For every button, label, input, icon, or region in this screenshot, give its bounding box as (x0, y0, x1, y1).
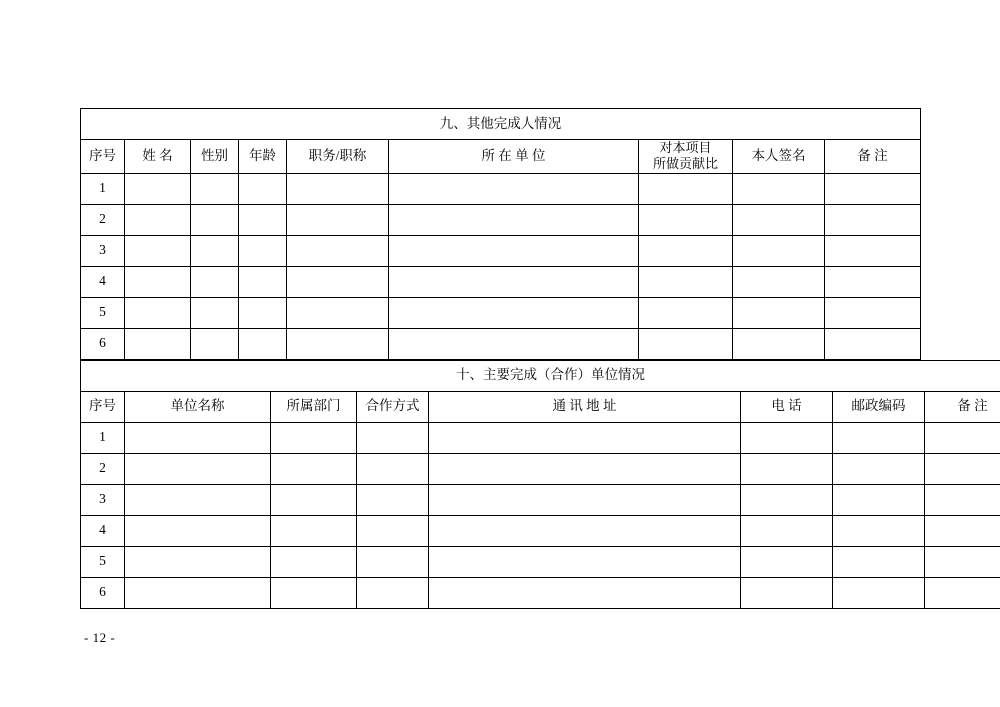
row-index: 4 (81, 515, 125, 546)
cell-remark[interactable] (825, 266, 921, 297)
column-header-index: 序号 (81, 140, 125, 174)
table-row (81, 546, 1000, 577)
cell-gender[interactable] (191, 328, 239, 359)
cell-postcode[interactable] (833, 453, 925, 484)
cell-department[interactable] (271, 422, 357, 453)
table-row (81, 484, 1000, 515)
cell-work-unit[interactable] (389, 266, 639, 297)
row-index: 2 (81, 453, 125, 484)
table-row (81, 515, 1000, 546)
cell-address[interactable] (429, 577, 741, 608)
cell-department[interactable] (271, 515, 357, 546)
column-header-position-title: 职务/职称 (287, 140, 389, 174)
cell-work-unit[interactable] (389, 173, 639, 204)
cell-cooperation-mode[interactable] (357, 422, 429, 453)
cell-cooperation-mode[interactable] (357, 515, 429, 546)
section-title-row (81, 360, 1000, 391)
cell-remark[interactable] (825, 204, 921, 235)
cell-contribution[interactable] (639, 266, 733, 297)
cell-name[interactable] (125, 235, 191, 266)
cell-position-title[interactable] (287, 235, 389, 266)
row-index: 6 (81, 328, 125, 359)
row-index: 6 (81, 577, 125, 608)
cell-signature[interactable] (733, 328, 825, 359)
cell-remark[interactable] (825, 235, 921, 266)
cell-unit-name[interactable] (125, 546, 271, 577)
table-row (81, 266, 921, 297)
cell-department[interactable] (271, 484, 357, 515)
cell-name[interactable] (125, 328, 191, 359)
cell-address[interactable] (429, 484, 741, 515)
cell-age[interactable] (239, 297, 287, 328)
row-index: 4 (81, 266, 125, 297)
column-header-contribution-line1: 对本项目 (659, 140, 712, 155)
table-row (81, 204, 921, 235)
form-content (80, 108, 988, 609)
cell-unit-name[interactable] (125, 484, 271, 515)
cell-gender[interactable] (191, 266, 239, 297)
cell-phone[interactable] (741, 422, 833, 453)
column-header-department: 所属部门 (271, 391, 357, 422)
column-header-phone: 电 话 (741, 391, 833, 422)
row-index: 3 (81, 484, 125, 515)
cell-position-title[interactable] (287, 173, 389, 204)
column-header-index: 序号 (81, 391, 125, 422)
cell-contribution[interactable] (639, 204, 733, 235)
section-title-9: 九、其他完成人情况 (81, 109, 921, 140)
table-header-row (81, 391, 1000, 422)
row-index: 3 (81, 235, 125, 266)
cell-gender[interactable] (191, 235, 239, 266)
cell-age[interactable] (239, 235, 287, 266)
table-row (81, 328, 921, 359)
table-header-row (81, 140, 921, 174)
table-row (81, 235, 921, 266)
cell-remark[interactable] (925, 546, 1000, 577)
column-header-age: 年龄 (239, 140, 287, 174)
cell-cooperation-mode[interactable] (357, 453, 429, 484)
section-title-10: 十、主要完成（合作）单位情况 (81, 360, 1000, 391)
cell-remark[interactable] (825, 173, 921, 204)
column-header-unit-name: 单位名称 (125, 391, 271, 422)
column-header-gender: 性别 (191, 140, 239, 174)
cell-unit-name[interactable] (125, 577, 271, 608)
cell-age[interactable] (239, 328, 287, 359)
row-index: 5 (81, 546, 125, 577)
cell-cooperation-mode[interactable] (357, 546, 429, 577)
cell-remark[interactable] (925, 484, 1000, 515)
cell-unit-name[interactable] (125, 453, 271, 484)
cell-postcode[interactable] (833, 422, 925, 453)
table-row (81, 173, 921, 204)
cell-work-unit[interactable] (389, 297, 639, 328)
cell-contribution[interactable] (639, 173, 733, 204)
cell-phone[interactable] (741, 453, 833, 484)
cell-remark[interactable] (925, 515, 1000, 546)
cell-cooperation-mode[interactable] (357, 577, 429, 608)
cooperating-units-table (80, 360, 1000, 609)
row-index: 1 (81, 173, 125, 204)
cell-phone[interactable] (741, 546, 833, 577)
cell-address[interactable] (429, 422, 741, 453)
cell-signature[interactable] (733, 235, 825, 266)
cell-age[interactable] (239, 266, 287, 297)
cell-name[interactable] (125, 204, 191, 235)
cell-department[interactable] (271, 453, 357, 484)
page-number: - 12 - (84, 630, 116, 645)
cell-unit-name[interactable] (125, 422, 271, 453)
cell-gender[interactable] (191, 297, 239, 328)
cell-position-title[interactable] (287, 328, 389, 359)
cell-postcode[interactable] (833, 577, 925, 608)
cell-postcode[interactable] (833, 515, 925, 546)
column-header-contribution-line2: 所做贡献比 (652, 156, 718, 172)
column-header-cooperation-mode: 合作方式 (357, 391, 429, 422)
cell-phone[interactable] (741, 484, 833, 515)
cell-age[interactable] (239, 204, 287, 235)
column-header-remark: 备 注 (825, 140, 921, 174)
cell-gender[interactable] (191, 173, 239, 204)
cell-phone[interactable] (741, 515, 833, 546)
cell-position-title[interactable] (287, 297, 389, 328)
row-index: 2 (81, 204, 125, 235)
cell-remark[interactable] (925, 422, 1000, 453)
cell-address[interactable] (429, 515, 741, 546)
column-header-address: 通 讯 地 址 (429, 391, 741, 422)
section-title-row (81, 109, 921, 140)
cell-name[interactable] (125, 297, 191, 328)
cell-cooperation-mode[interactable] (357, 484, 429, 515)
cell-work-unit[interactable] (389, 235, 639, 266)
cell-signature[interactable] (733, 266, 825, 297)
row-index: 1 (81, 422, 125, 453)
cell-gender[interactable] (191, 204, 239, 235)
cell-contribution[interactable] (639, 235, 733, 266)
cell-work-unit[interactable] (389, 204, 639, 235)
column-header-signature: 本人签名 (733, 140, 825, 174)
cell-signature[interactable] (733, 297, 825, 328)
table-row (81, 577, 1000, 608)
table-row (81, 422, 1000, 453)
cell-work-unit[interactable] (389, 328, 639, 359)
column-header-name: 姓 名 (125, 140, 191, 174)
cell-signature[interactable] (733, 173, 825, 204)
column-header-contribution (639, 140, 733, 174)
column-header-work-unit: 所 在 单 位 (389, 140, 639, 174)
cell-position-title[interactable] (287, 204, 389, 235)
cell-remark[interactable] (825, 297, 921, 328)
cell-address[interactable] (429, 453, 741, 484)
cell-remark[interactable] (925, 453, 1000, 484)
cell-age[interactable] (239, 173, 287, 204)
table-row (81, 453, 1000, 484)
cell-department[interactable] (271, 546, 357, 577)
cell-name[interactable] (125, 173, 191, 204)
column-header-remark: 备 注 (925, 391, 1000, 422)
cell-address[interactable] (429, 546, 741, 577)
cell-unit-name[interactable] (125, 515, 271, 546)
cell-postcode[interactable] (833, 484, 925, 515)
cell-remark[interactable] (825, 328, 921, 359)
cell-name[interactable] (125, 266, 191, 297)
cell-position-title[interactable] (287, 266, 389, 297)
row-index: 5 (81, 297, 125, 328)
table-row (81, 297, 921, 328)
cell-phone[interactable] (741, 577, 833, 608)
other-contributors-table (80, 108, 921, 360)
cell-signature[interactable] (733, 204, 825, 235)
cell-remark[interactable] (925, 577, 1000, 608)
column-header-postcode: 邮政编码 (833, 391, 925, 422)
cell-department[interactable] (271, 577, 357, 608)
cell-postcode[interactable] (833, 546, 925, 577)
cell-contribution[interactable] (639, 297, 733, 328)
cell-contribution[interactable] (639, 328, 733, 359)
